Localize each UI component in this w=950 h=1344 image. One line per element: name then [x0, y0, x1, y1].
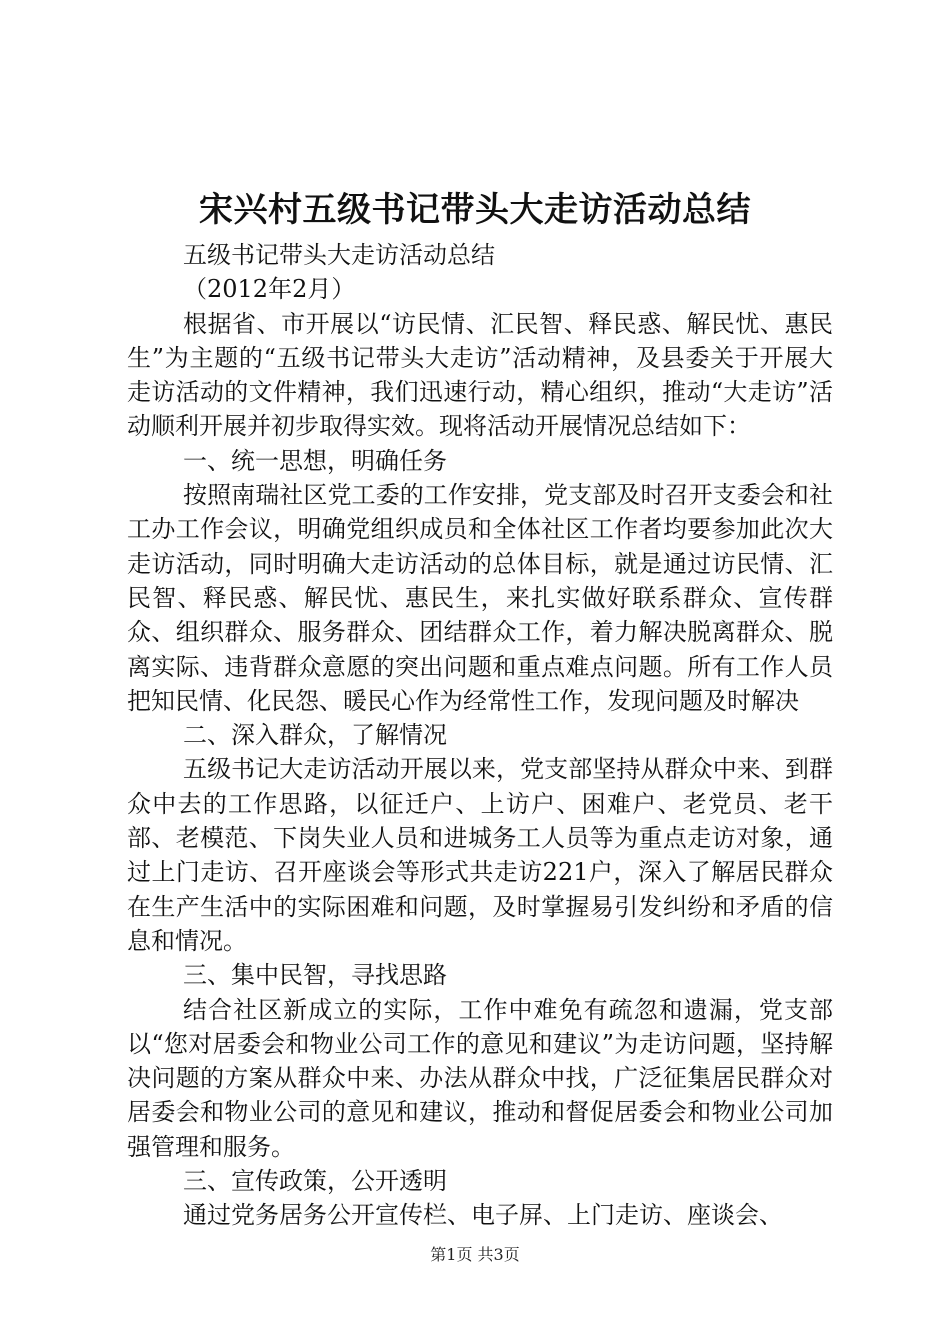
section-heading-2: 二、深入群众，了解情况 — [183, 721, 447, 750]
section-1-paragraph: 按照南瑞社区党工委的工作安排，党支部及时召开支委会和社工办工作会议，明确党组织成员和全体社区工作者均要参加此次大走访活动，同时明确大走访活动的总体目标，就是通过访民情、汇民智、释民惑、解民忧、惠民生，来扎实做好联系群众、宣传群众、组织群众、服务群众、团结群众工作，着力解决脱离群众、脱离实际、违背群众意愿的突出问题和重点难点问题。所有工作人员把知民情、化民怨、暖民心作为经常性工作，发现问题及时解决 — [127, 481, 833, 715]
section-heading-1: 一、统一思想，明确任务 — [183, 446, 447, 475]
section-4-paragraph: 通过党务居务公开宣传栏、电子屏、上门走访、座谈会、 — [183, 1201, 783, 1230]
section-heading-3: 三、集中民智，寻找思路 — [183, 961, 447, 990]
section-2-paragraph: 五级书记大走访活动开展以来，党支部坚持从群众中来、到群众中去的工作思路，以征迁户、上访户、困难户、老党员、老干部、老模范、下岗失业人员和进城务工人员等为重点走访对象，通过上门走访、召开座谈会等形式共走访221户，深入了解居民群众在生产生活中的实际困难和问题，及时掌握易引发纠纷和矛盾的信息和情况。 — [127, 755, 833, 955]
intro-paragraph: 根据省、市开展以“访民情、汇民智、释民惑、解民忧、惠民生”为主题的“五级书记带头大走访”活动精神，及县委关于开展大走访活动的文件精神，我们迅速行动，精心组织，推动“大走访”活动顺利开展并初步取得实效。现将活动开展情况总结如下： — [127, 309, 833, 441]
document-body — [127, 238, 833, 1233]
section-3-paragraph: 结合社区新成立的实际，工作中难免有疏忽和遗漏，党支部以“您对居委会和物业公司工作的意见和建议”为走访问题，坚持解决问题的方案从群众中来、办法从群众中找，广泛征集居民群众对居委会和物业公司的意见和建议，推动和督促居委会和物业公司加强管理和服务。 — [127, 995, 833, 1161]
date-paragraph: （2012年2月） — [183, 275, 356, 304]
subtitle-paragraph: 五级书记带头大走访活动总结 — [183, 241, 495, 269]
page-footer: 第1页 共3页 — [430, 1245, 520, 1264]
document-title: 宋兴村五级书记带头大走访活动总结 — [199, 190, 751, 230]
section-heading-4: 三、宣传政策，公开透明 — [183, 1167, 447, 1196]
